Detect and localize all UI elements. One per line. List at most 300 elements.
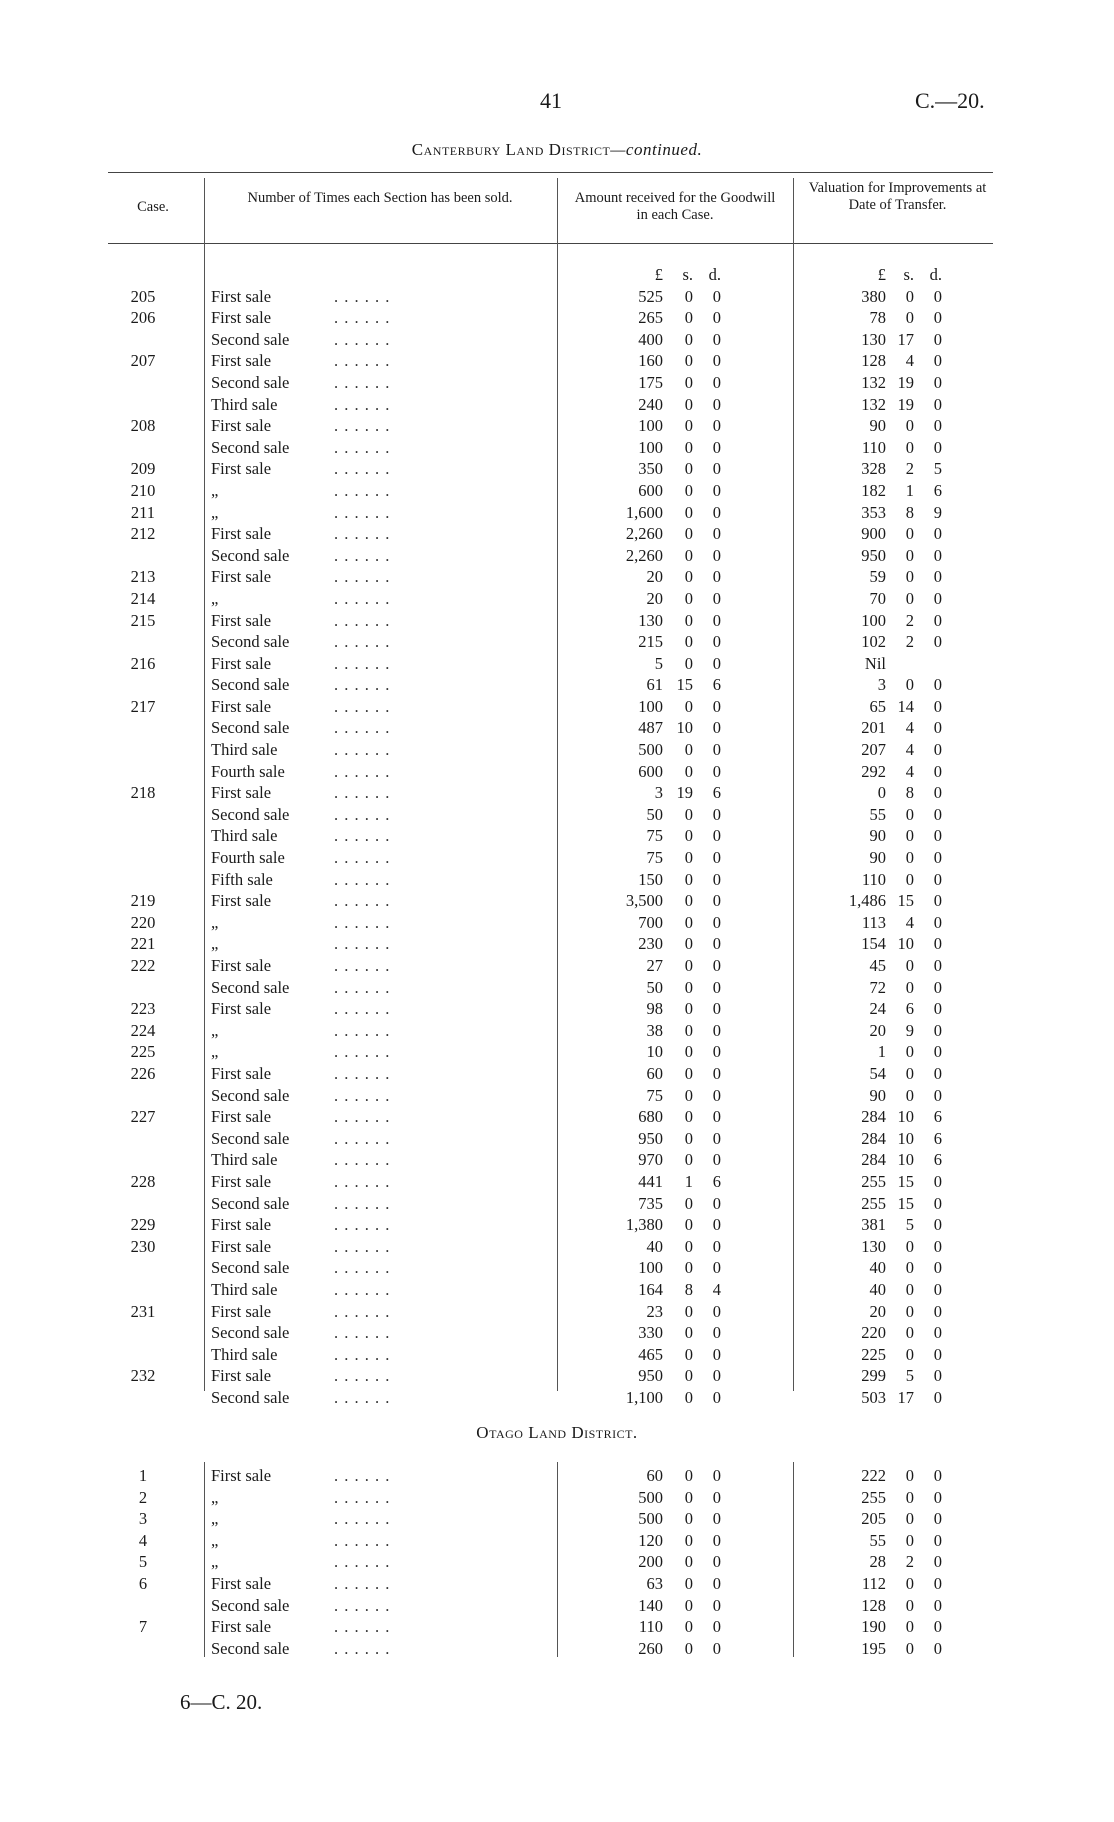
valuation-shillings: 0 [905,1063,914,1083]
leader-dots: . . . . . . [334,416,391,436]
sale-label: First sale [211,783,272,803]
valuation-pence: 0 [933,675,942,695]
amount-pence: 0 [712,372,721,392]
amount-pounds: 120 [638,1530,663,1550]
amount-pounds: 5 [654,653,663,673]
leader-dots: . . . . . . [334,1595,391,1615]
leader-dots: . . . . . . [334,696,391,716]
valuation-shillings: 5 [905,1366,914,1386]
sale-label: „ [211,1509,219,1529]
valuation-pounds: 380 [861,286,886,306]
valuation-shillings: 10 [897,1128,914,1148]
amount-pounds: 100 [638,437,663,457]
sale-label: Second sale [211,1128,290,1148]
valuation-pounds: 328 [861,459,886,479]
valuation-pounds: 130 [861,1236,886,1256]
amount-pence: 0 [712,1236,721,1256]
case-number: 7 [138,1617,148,1637]
leader-dots: . . . . . . [334,632,391,652]
valuation-pounds: 182 [861,480,886,500]
valuation-pence: 0 [933,1617,942,1637]
table-row [108,739,942,761]
valuation-pence: 0 [933,1638,942,1658]
amount-shillings: 0 [684,372,693,392]
table-row [108,653,942,675]
sale-label: Third sale [211,740,278,760]
case-number [108,1279,178,1301]
amount-shillings: 0 [684,416,693,436]
case-number [108,977,178,999]
case-number: 206 [130,308,156,328]
amount-pounds: 20 [646,567,663,587]
valuation-shillings: 0 [905,524,914,544]
amount-shillings: 0 [684,1323,693,1343]
amount-shillings: 0 [684,804,693,824]
valuation-pence: 6 [933,1107,942,1127]
amount-shillings: 0 [684,696,693,716]
valuation-shillings: 0 [905,1530,914,1550]
amount-pence: 0 [712,1215,721,1235]
table-row [108,933,942,955]
table-row [108,847,942,869]
amount-pence: 6 [712,675,721,695]
leader-dots: . . . . . . [334,351,391,371]
amount-shillings: 0 [684,1020,693,1040]
valuation-pence: 0 [933,610,942,630]
case-number: 226 [130,1063,156,1083]
table-row [108,955,942,977]
sale-label: „ [211,1042,219,1062]
case-number: 219 [130,891,156,911]
amount-pounds: 2,260 [625,524,663,544]
section-title-canterbury-text: Canterbury Land District [411,140,611,159]
amount-pounds: 970 [638,1150,663,1170]
leader-dots: . . . . . . [334,869,391,889]
valuation-pounds: 90 [869,416,886,436]
amount-shillings: 0 [684,869,693,889]
amount-shillings: 19 [676,783,693,803]
canterbury-table [108,264,942,1408]
valuation-shillings: 0 [905,869,914,889]
sale-label: Third sale [211,1150,278,1170]
case-number [108,1257,178,1279]
amount-shillings: 0 [684,394,693,414]
valuation-shillings: 19 [897,372,914,392]
sale-label: Fourth sale [211,761,285,781]
table-row [108,1530,942,1552]
amount-pounds: 400 [638,329,663,349]
sale-label: First sale [211,1617,272,1637]
case-number: 223 [130,999,156,1019]
amount-shillings: 0 [684,1595,693,1615]
table-row [108,631,942,653]
valuation-pence: 9 [933,502,942,522]
unit-pounds-valuation: £ [877,265,886,284]
amount-pence: 0 [712,653,721,673]
sale-label: First sale [211,416,272,436]
header-bottom-rule [108,243,993,244]
valuation-pounds: 59 [869,567,886,587]
valuation-pounds: 45 [869,956,886,975]
case-number: 3 [138,1509,148,1529]
amount-pounds: 150 [638,869,663,889]
sale-label: Second sale [211,1638,290,1658]
amount-pence: 0 [712,826,721,846]
table-row [108,1257,942,1279]
case-number: 221 [130,934,156,954]
leader-dots: . . . . . . [334,1236,391,1256]
valuation-shillings: 4 [905,912,914,932]
valuation-shillings: 0 [905,804,914,824]
amount-pence: 0 [712,740,721,760]
table-row [108,1616,942,1638]
valuation-pence: 6 [933,1128,942,1148]
header-amount-goodwill: Amount received for the Goodwill in each Case. [574,190,776,223]
valuation-shillings: 0 [905,1279,914,1299]
case-number [108,437,178,459]
amount-pence: 0 [712,1487,721,1507]
case-number: 207 [130,351,156,371]
amount-pence: 0 [712,1366,721,1386]
case-number: 1 [138,1466,148,1485]
case-number: 213 [130,567,156,587]
sale-label: Second sale [211,1193,290,1213]
case-number [108,1193,178,1215]
case-number [108,1387,178,1409]
table-row [108,588,942,610]
amount-pence: 0 [712,869,721,889]
valuation-shillings: 2 [905,610,914,630]
valuation-shillings: 15 [897,1193,914,1213]
valuation-pounds: 255 [861,1171,886,1191]
case-number: 205 [130,286,156,306]
sale-label: First sale [211,891,272,911]
valuation-shillings: 4 [905,761,914,781]
amount-shillings: 15 [676,675,693,695]
leader-dots: . . . . . . [334,848,391,868]
table-row [108,1487,942,1509]
amount-pence: 0 [712,761,721,781]
leader-dots: . . . . . . [334,1215,391,1235]
leader-dots: . . . . . . [334,740,391,760]
amount-pence: 0 [712,1638,721,1658]
amount-shillings: 0 [684,545,693,565]
amount-shillings: 0 [684,1638,693,1658]
case-number [108,545,178,567]
case-number: 211 [130,502,156,522]
document-reference: C.—20. [915,88,985,113]
sale-label: First sale [211,567,272,587]
valuation-pounds: 112 [861,1573,886,1593]
page-footer: 6—C. 20. [180,1690,263,1714]
amount-pence: 0 [712,718,721,738]
valuation-pence: 0 [933,524,942,544]
valuation-shillings: 4 [905,351,914,371]
case-number: 216 [130,653,156,673]
valuation-pounds: 132 [861,372,886,392]
valuation-pence: 0 [933,826,942,846]
case-number: 227 [130,1107,156,1127]
section-title-otago-text: Otago Land District. [476,1423,638,1442]
table-row [108,1387,942,1409]
amount-pence: 0 [712,588,721,608]
table-row [108,610,942,632]
amount-pounds: 27 [646,956,663,975]
leader-dots: . . . . . . [334,588,391,608]
amount-pence: 0 [712,1387,721,1407]
valuation-shillings: 19 [897,394,914,414]
valuation-pence: 0 [933,1466,942,1485]
valuation-shillings: 0 [905,1042,914,1062]
amount-pounds: 1,100 [625,1387,663,1407]
table-row [108,372,942,394]
amount-pence: 0 [712,1128,721,1148]
table-row [108,1149,942,1171]
amount-shillings: 0 [684,524,693,544]
amount-pounds: 140 [638,1595,663,1615]
table-row [108,1508,942,1530]
table-row [108,1279,942,1301]
leader-dots: . . . . . . [334,1323,391,1343]
amount-pounds: 600 [638,761,663,781]
leader-dots: . . . . . . [334,437,391,457]
amount-pounds: 10 [646,1042,663,1062]
amount-shillings: 0 [684,1150,693,1170]
case-number [108,1085,178,1107]
amount-shillings: 0 [684,740,693,760]
valuation-pounds: 195 [861,1638,886,1658]
valuation-pounds: 222 [861,1466,886,1485]
sale-label: Second sale [211,1323,290,1343]
amount-pence: 0 [712,524,721,544]
sale-label: First sale [211,610,272,630]
amount-pounds: 1,380 [625,1215,663,1235]
leader-dots: . . . . . . [334,1020,391,1040]
case-number: 220 [130,912,156,932]
table-row [108,329,942,351]
valuation-shillings: 0 [905,1509,914,1529]
table-row [108,1214,942,1236]
amount-shillings: 0 [684,329,693,349]
case-number [108,1322,178,1344]
valuation-pounds: 110 [861,437,886,457]
case-number [108,1638,178,1660]
valuation-pounds: 284 [861,1107,886,1127]
valuation-pounds: 190 [861,1617,886,1637]
sale-label: Second sale [211,372,290,392]
amount-pounds: 130 [638,610,663,630]
table-row [108,415,942,437]
unit-shillings: s. [682,265,693,284]
valuation-pounds: 40 [869,1258,886,1278]
amount-shillings: 0 [684,934,693,954]
sale-label: Fourth sale [211,848,285,868]
sale-label: Second sale [211,437,290,457]
amount-pence: 6 [712,1171,721,1191]
valuation-pence: 0 [933,329,942,349]
leader-dots: . . . . . . [334,1617,391,1637]
table-row [108,717,942,739]
valuation-pounds: 225 [861,1344,886,1364]
table-row [108,1551,942,1573]
amount-pence: 0 [712,934,721,954]
table-row [108,1193,942,1215]
amount-pence: 0 [712,416,721,436]
sale-label: Second sale [211,804,290,824]
leader-dots: . . . . . . [334,1344,391,1364]
leader-dots: . . . . . . [334,761,391,781]
leader-dots: . . . . . . [334,1042,391,1062]
sale-label: „ [211,1552,219,1572]
valuation-pence: 0 [933,783,942,803]
amount-pounds: 50 [646,977,663,997]
amount-pounds: 61 [646,675,663,695]
amount-pounds: 441 [638,1171,663,1191]
leader-dots: . . . . . . [334,1171,391,1191]
valuation-pounds: 292 [861,761,886,781]
valuation-pence: 0 [933,372,942,392]
units-row [108,264,942,286]
valuation-pounds: 3 [877,675,886,695]
valuation-pounds: 255 [861,1193,886,1213]
amount-pounds: 60 [646,1466,663,1485]
amount-pence: 0 [712,437,721,457]
amount-shillings: 1 [684,1171,693,1191]
amount-pounds: 260 [638,1638,663,1658]
amount-pounds: 75 [646,826,663,846]
table-row [108,458,942,480]
leader-dots: . . . . . . [334,1638,391,1658]
table-row [108,825,942,847]
table-row [108,502,942,524]
amount-shillings: 0 [684,956,693,975]
valuation-pence: 0 [933,912,942,932]
amount-pounds: 164 [638,1279,663,1299]
amount-pence: 0 [712,999,721,1019]
amount-pounds: 230 [638,934,663,954]
leader-dots: . . . . . . [334,783,391,803]
valuation-shillings: 10 [897,934,914,954]
valuation-pounds: 0 [877,783,886,803]
valuation-pounds: 1,486 [848,891,886,911]
leader-dots: . . . . . . [334,308,391,328]
amount-pounds: 465 [638,1344,663,1364]
valuation-pounds: 54 [869,1063,886,1083]
amount-pence: 0 [712,956,721,975]
leader-dots: . . . . . . [334,1552,391,1572]
leader-dots: . . . . . . [334,372,391,392]
valuation-pounds: 353 [861,502,886,522]
table-row [108,1106,942,1128]
valuation-pounds: 381 [861,1215,886,1235]
leader-dots: . . . . . . [334,394,391,414]
amount-shillings: 0 [684,459,693,479]
amount-pounds: 75 [646,848,663,868]
sale-label: First sale [211,1236,272,1256]
sale-label: Second sale [211,1258,290,1278]
amount-pence: 0 [712,1150,721,1170]
case-number [108,739,178,761]
sale-label: Third sale [211,394,278,414]
case-number: 209 [130,459,156,479]
table-row [108,1085,942,1107]
case-number [108,631,178,653]
leader-dots: . . . . . . [334,653,391,673]
sale-label: Third sale [211,1344,278,1364]
sale-label: First sale [211,999,272,1019]
valuation-pence: 0 [933,567,942,587]
valuation-shillings [886,653,914,675]
valuation-pence: 0 [933,394,942,414]
amount-shillings: 0 [684,761,693,781]
valuation-pounds: 70 [869,588,886,608]
valuation-shillings: 0 [905,1085,914,1105]
amount-pence: 0 [712,1552,721,1572]
amount-shillings: 0 [684,480,693,500]
valuation-shillings: 10 [897,1107,914,1127]
leader-dots: . . . . . . [334,502,391,522]
valuation-pounds: 284 [861,1128,886,1148]
amount-pounds: 2,260 [625,545,663,565]
amount-shillings: 0 [684,567,693,587]
valuation-pence: 5 [933,459,942,479]
valuation-pounds: 299 [861,1366,886,1386]
valuation-pounds: 207 [861,740,886,760]
case-number [108,1128,178,1150]
sale-label: Second sale [211,545,290,565]
valuation-shillings: 15 [897,1171,914,1191]
valuation-pence: 6 [933,480,942,500]
amount-shillings: 0 [684,1193,693,1213]
amount-pounds: 240 [638,394,663,414]
valuation-pence: 0 [933,632,942,652]
amount-pounds: 350 [638,459,663,479]
sale-label: „ [211,1530,219,1550]
table-row [108,545,942,567]
leader-dots: . . . . . . [334,1279,391,1299]
amount-shillings: 0 [684,1344,693,1364]
sale-label: First sale [211,1573,272,1593]
case-number [108,1344,178,1366]
leader-dots: . . . . . . [334,545,391,565]
valuation-shillings: 10 [897,1150,914,1170]
valuation-shillings: 17 [897,1387,914,1407]
amount-pence: 0 [712,1466,721,1485]
table-row [108,1638,942,1660]
valuation-pence: 0 [933,545,942,565]
leader-dots: . . . . . . [334,1466,391,1485]
valuation-pence: 0 [933,437,942,457]
sale-label: First sale [211,1063,272,1083]
valuation-shillings: 1 [905,480,914,500]
valuation-pence: 0 [933,1344,942,1364]
amount-pounds: 680 [638,1107,663,1127]
case-number: 212 [130,524,156,544]
table-row [108,1171,942,1193]
leader-dots: . . . . . . [334,977,391,997]
table-row [108,761,942,783]
valuation-pence: 0 [933,848,942,868]
leader-dots: . . . . . . [334,1487,391,1507]
amount-pence: 0 [712,891,721,911]
leader-dots: . . . . . . [334,286,391,306]
valuation-pounds: 132 [861,394,886,414]
valuation-shillings: 0 [905,1301,914,1321]
table-row [108,394,942,416]
amount-pounds: 1,600 [625,502,663,522]
valuation-pence: 0 [933,1042,942,1062]
leader-dots: . . . . . . [334,999,391,1019]
